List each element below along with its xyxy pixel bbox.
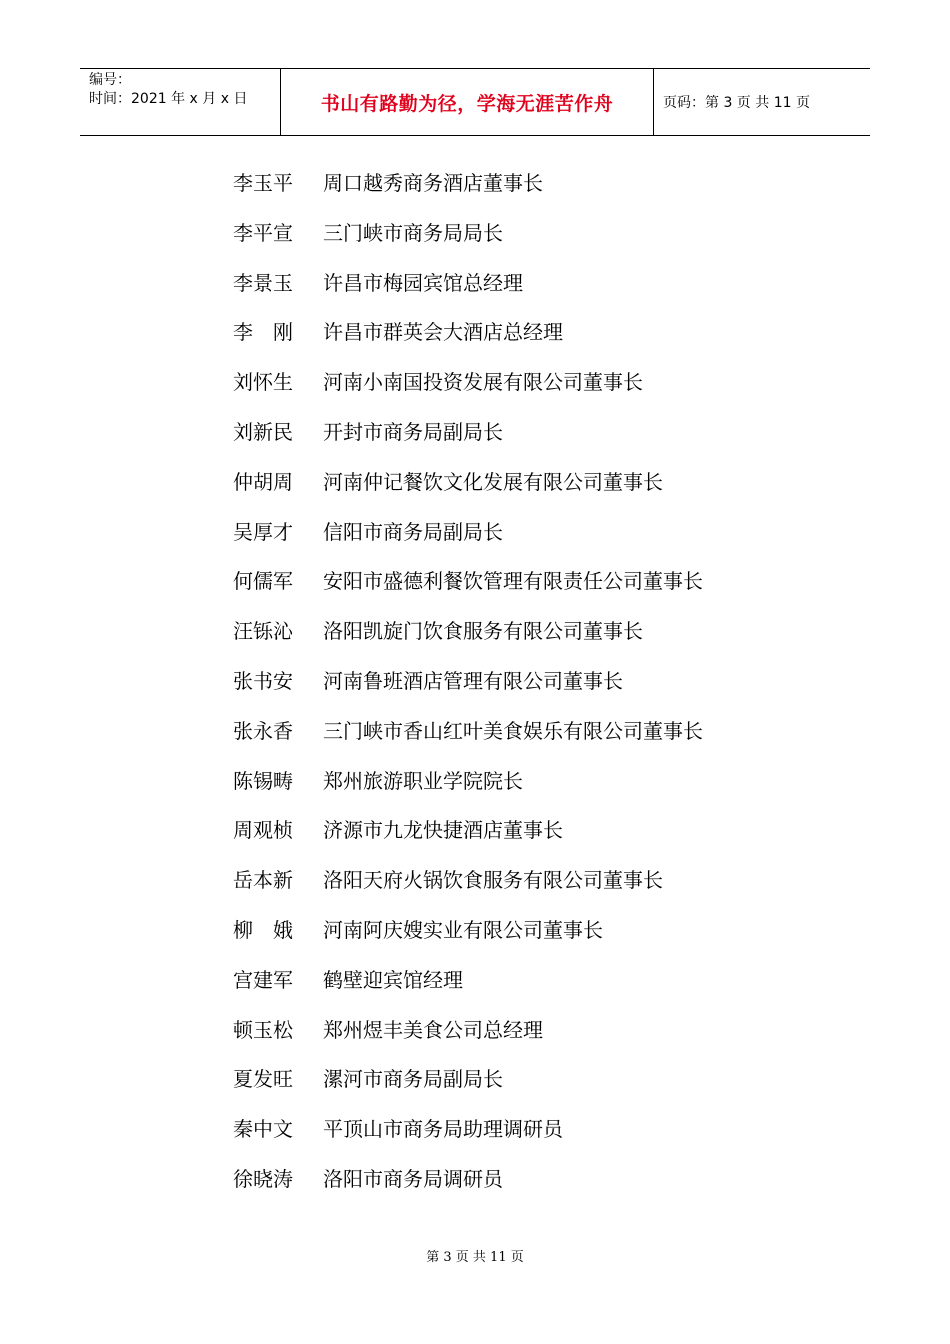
list-item bbox=[233, 268, 853, 318]
member-name: 柳 娥 bbox=[233, 917, 293, 942]
list-item bbox=[233, 1015, 853, 1065]
member-name: 张书安 bbox=[233, 668, 293, 693]
member-title: 洛阳市商务局调研员 bbox=[323, 1166, 503, 1191]
member-title: 河南小南国投资发展有限公司董事长 bbox=[323, 370, 643, 395]
header-time-label: 时间：2021 年 x 月 x 日 bbox=[89, 91, 248, 107]
page-header bbox=[80, 68, 870, 136]
member-name: 吴厚才 bbox=[233, 519, 293, 544]
member-name: 李 刚 bbox=[233, 320, 293, 345]
member-title: 河南仲记餐饮文化发展有限公司董事长 bbox=[323, 469, 663, 494]
member-title: 郑州旅游职业学院院长 bbox=[323, 768, 523, 793]
member-title: 洛阳天府火锅饮食服务有限公司董事长 bbox=[323, 868, 663, 893]
member-name: 顿玉松 bbox=[233, 1017, 293, 1042]
member-name: 李景玉 bbox=[233, 270, 293, 295]
member-name: 岳本新 bbox=[233, 868, 293, 893]
list-item bbox=[233, 865, 853, 915]
list-item bbox=[233, 766, 853, 816]
member-title: 平顶山市商务局助理调研员 bbox=[323, 1117, 563, 1142]
member-title: 开封市商务局副局长 bbox=[323, 419, 503, 444]
list-item bbox=[233, 417, 853, 467]
list-item bbox=[233, 716, 853, 766]
member-name: 陈锡畴 bbox=[233, 768, 293, 793]
member-name: 宫建军 bbox=[233, 967, 293, 992]
member-name: 夏发旺 bbox=[233, 1067, 293, 1092]
list-item bbox=[233, 815, 853, 865]
member-title: 三门峡市商务局局长 bbox=[323, 220, 503, 245]
member-title: 河南鲁班酒店管理有限公司董事长 bbox=[323, 668, 623, 693]
member-name: 刘怀生 bbox=[233, 370, 293, 395]
member-title: 漯河市商务局副局长 bbox=[323, 1067, 503, 1092]
member-name: 刘新民 bbox=[233, 419, 293, 444]
list-item bbox=[233, 1064, 853, 1114]
member-title: 周口越秀商务酒店董事长 bbox=[323, 171, 543, 195]
member-title: 济源市九龙快捷酒店董事长 bbox=[323, 818, 563, 843]
list-item bbox=[233, 367, 853, 417]
member-name: 李平宣 bbox=[233, 220, 293, 245]
member-name: 仲胡周 bbox=[233, 469, 293, 494]
member-title: 郑州煜丰美食公司总经理 bbox=[323, 1017, 543, 1042]
list-item bbox=[233, 965, 853, 1015]
header-page-info: 页码：第 3 页 共 11 页 bbox=[663, 95, 810, 111]
member-title: 三门峡市香山红叶美食娱乐有限公司董事长 bbox=[323, 718, 703, 743]
header-meta bbox=[80, 69, 281, 135]
member-title: 洛阳凯旋门饮食服务有限公司董事长 bbox=[323, 619, 643, 644]
page-footer: 第 3 页 共 11 页 bbox=[426, 1250, 524, 1265]
list-item bbox=[233, 467, 853, 517]
list-item bbox=[233, 915, 853, 965]
member-title: 安阳市盛德利餐饮管理有限责任公司董事长 bbox=[323, 569, 703, 594]
list-item bbox=[233, 168, 853, 218]
member-title: 许昌市梅园宾馆总经理 bbox=[323, 270, 523, 295]
header-motto: 书山有路勤为径，学海无涯苦作舟 bbox=[281, 69, 654, 135]
list-item bbox=[233, 1114, 853, 1164]
member-title: 信阳市商务局副局长 bbox=[323, 519, 503, 544]
member-name: 张永香 bbox=[233, 718, 293, 743]
list-item bbox=[233, 317, 853, 367]
member-title: 鹤壁迎宾馆经理 bbox=[323, 967, 463, 992]
header-number-label: 编号： bbox=[89, 72, 131, 88]
list-item bbox=[233, 566, 853, 616]
member-title: 许昌市群英会大酒店总经理 bbox=[323, 320, 563, 345]
member-name: 何儒军 bbox=[233, 569, 293, 594]
member-name: 秦中文 bbox=[233, 1117, 293, 1142]
list-item bbox=[233, 218, 853, 268]
list-item bbox=[233, 1164, 853, 1214]
member-name: 汪铄沁 bbox=[233, 619, 293, 644]
list-item bbox=[233, 616, 853, 666]
member-name: 徐晓涛 bbox=[233, 1166, 293, 1191]
member-name: 李玉平 bbox=[233, 171, 293, 195]
list-item bbox=[233, 666, 853, 716]
member-title: 河南阿庆嫂实业有限公司董事长 bbox=[323, 917, 603, 942]
member-list bbox=[233, 168, 853, 1214]
member-name: 周观桢 bbox=[233, 818, 293, 843]
list-item bbox=[233, 517, 853, 567]
